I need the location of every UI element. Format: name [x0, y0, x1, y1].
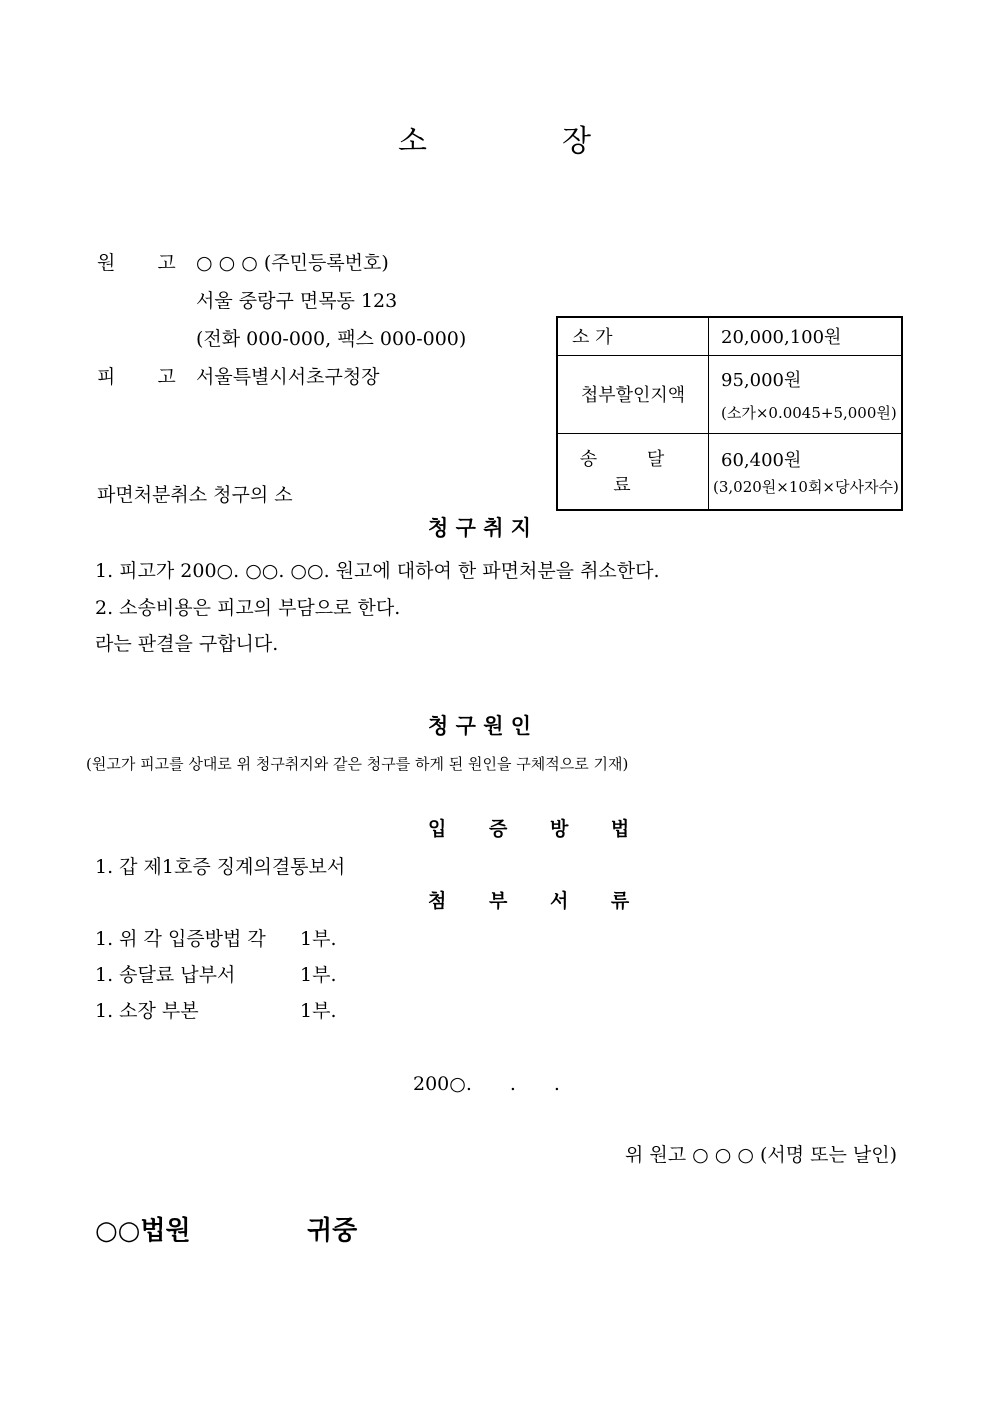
court-name: ○○법원: [95, 1216, 191, 1246]
delivery-value: 60,400원: [721, 449, 802, 471]
price-label-cell: [557, 317, 709, 355]
claim-purpose-conclusion: 라는 판결을 구합니다.: [95, 633, 279, 655]
defendant-label: 피 고: [97, 366, 194, 388]
defendant-name: 서울특별시서초구청장: [196, 366, 380, 388]
court-suffix: 귀중: [307, 1216, 358, 1246]
stamp-value-cell: [709, 355, 903, 433]
plaintiff-contact: (전화 000-000, 팩스 000-000): [196, 328, 467, 350]
attachment-item-3-name: 1. 소장 부본: [95, 1000, 199, 1022]
filing-date: 200○. . .: [413, 1073, 560, 1095]
document-title-char-2: 장: [562, 124, 593, 159]
plaintiff-signature: 위 원고 ○ ○ ○ (서명 또는 날인): [624, 1144, 897, 1166]
attachment-item-1-count: 1부.: [300, 928, 337, 950]
claim-purpose-heading: 청 구 취 지: [428, 515, 532, 540]
delivery-value-cell: [709, 433, 903, 510]
stamp-label: 첩부할인지액: [557, 355, 709, 433]
claim-cause-note: (원고가 피고를 상대로 위 청구취지와 같은 청구를 하게 된 원인을 구체적으로 기재): [86, 755, 629, 773]
attachment-item-2-name: 1. 송달료 납부서: [95, 964, 236, 986]
plaintiff-label: 원 고: [97, 252, 194, 274]
evidence-heading: 입 증 방 법: [428, 818, 648, 840]
attachment-item-1-name: 1. 위 각 입증방법 각: [95, 928, 266, 950]
stamp-formula: (소가×0.0045+5,000원): [721, 403, 897, 422]
claim-purpose-item-1: 1. 피고가 200○. ○○. ○○. 원고에 대하여 한 파면처분을 취소한다.: [95, 560, 660, 582]
claim-purpose-item-2: 2. 소송비용은 피고의 부담으로 한다.: [95, 597, 401, 619]
document-title-char-1: 소: [398, 124, 429, 159]
delivery-formula: (3,020원×10회×당사자수): [713, 477, 899, 496]
fee-table: [556, 316, 903, 511]
plaintiff-name: ○ ○ ○ (주민등록번호): [196, 252, 389, 274]
attachment-item-3-count: 1부.: [300, 1000, 337, 1022]
claim-cause-heading: 청 구 원 인: [428, 713, 532, 738]
evidence-item-1: 1. 갑 제1호증 징계의결통보서: [95, 856, 346, 878]
stamp-value: 95,000원: [721, 369, 802, 391]
case-name: 파면처분취소 청구의 소: [97, 484, 293, 506]
attachments-heading: 첨 부 서 류: [428, 890, 648, 912]
plaintiff-address: 서울 중랑구 면목동 123: [196, 290, 398, 312]
price-label: 소 가: [572, 327, 613, 349]
price-value: 20,000,100원: [709, 317, 903, 355]
delivery-label: 송 달 료: [557, 433, 709, 510]
attachment-item-2-count: 1부.: [300, 964, 337, 986]
